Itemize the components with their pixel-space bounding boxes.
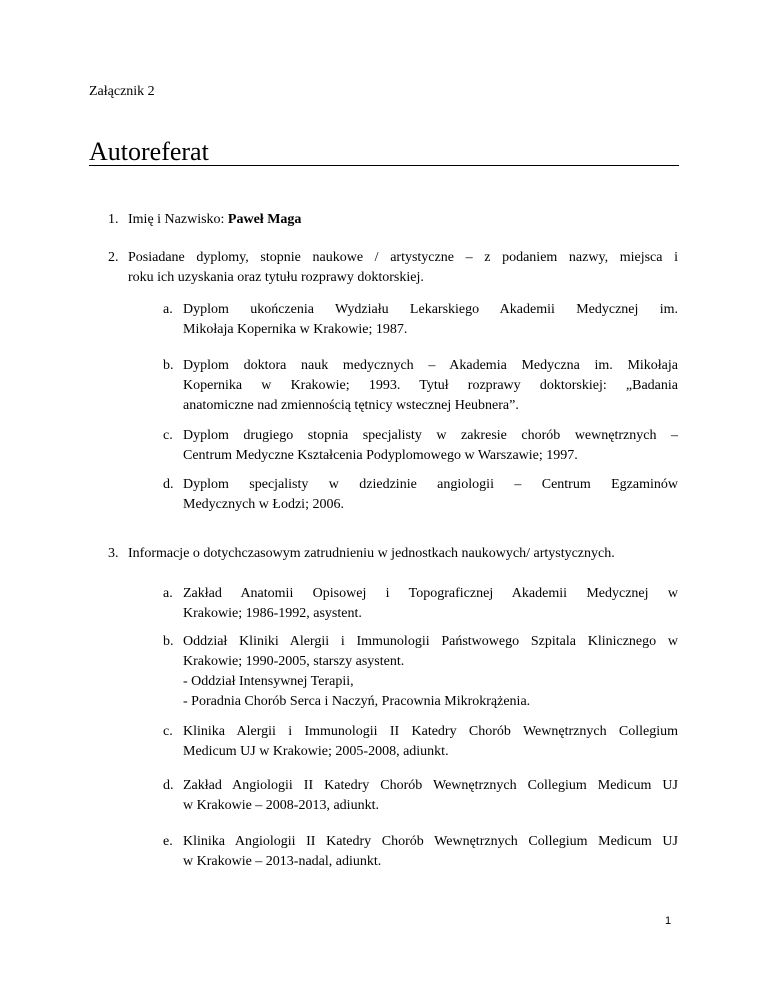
section-3 — [108, 544, 678, 564]
item-label: a. — [163, 302, 173, 317]
list-item-3d — [163, 776, 678, 816]
list-item-2c — [163, 426, 678, 466]
section-2 — [108, 248, 678, 288]
item-text-line: Medicum UJ w Krakowie; 2005-2008, adiunkt. — [183, 744, 449, 759]
section-number: 3. — [108, 546, 119, 561]
list-item-3c — [163, 722, 678, 762]
list-item-2b — [163, 356, 678, 416]
list-item-2a — [163, 300, 678, 340]
item-text-line: Medycznych w Łodzi; 2006. — [183, 497, 344, 512]
section-text-line: Posiadane dyplomy, stopnie naukowe / artystyczne – z podaniem nazwy, miejsca i — [128, 250, 678, 265]
item-text-line: Zakład Angiologii II Katedry Chorób Wewnętrznych Collegium Medicum UJ — [183, 778, 678, 793]
item-label: d. — [163, 778, 174, 793]
title-underline — [89, 165, 679, 166]
item-label: b. — [163, 358, 174, 373]
item-text-line: Dyplom specjalisty w dziedzinie angiologii – Centrum Egzaminów — [183, 477, 678, 492]
page-title: Autoreferat — [89, 137, 209, 166]
list-item-3b — [163, 632, 678, 712]
page-number: 1 — [665, 915, 672, 927]
item-text-line: anatomiczne nad zmiennością tętnicy wstecznej Heubnera”. — [183, 398, 519, 413]
item-text-line: Krakowie; 1986-1992, asystent. — [183, 606, 362, 621]
item-label: e. — [163, 834, 173, 849]
section-1 — [108, 210, 678, 230]
item-text-line: Mikołaja Kopernika w Krakowie; 1987. — [183, 322, 408, 337]
section-text-line: roku ich uzyskania oraz tytułu rozprawy doktorskiej. — [128, 270, 424, 285]
list-item-2d — [163, 475, 678, 515]
person-name: Paweł Maga — [227, 212, 302, 227]
item-text-line: Dyplom doktora nauk medycznych – Akademia Medyczna im. Mikołaja — [183, 358, 678, 373]
list-item-3e — [163, 832, 678, 872]
item-label: a. — [163, 586, 173, 601]
item-text-line: - Oddział Intensywnej Terapii, — [183, 674, 354, 689]
item-text-line: Klinika Alergii i Immunologii II Katedry Chorób Wewnętrznych Collegium — [183, 724, 678, 739]
item-text-line: w Krakowie – 2013-nadal, adiunkt. — [183, 854, 382, 869]
item-text-line: Dyplom ukończenia Wydziału Lekarskiego Akademii Medycznej im. — [183, 302, 678, 317]
section-number: 2. — [108, 250, 119, 265]
list-item-3a — [163, 584, 678, 624]
item-text-line: Klinika Angiologii II Katedry Chorób Wewnętrznych Collegium Medicum UJ — [183, 834, 678, 849]
item-text-line: Krakowie; 1990-2005, starszy asystent. — [183, 654, 405, 669]
section-number: 1. — [108, 212, 119, 227]
item-label: b. — [163, 634, 174, 649]
item-label: c. — [163, 724, 173, 739]
name-label: Imię i Nazwisko: — [128, 212, 228, 227]
item-text-line: Centrum Medyczne Kształcenia Podyplomowego w Warszawie; 1997. — [183, 448, 578, 463]
section-text-line: Informacje o dotychczasowym zatrudnieniu w jednostkach naukowych/ artystycznych. — [128, 546, 615, 561]
item-text-line: w Krakowie – 2008-2013, adiunkt. — [183, 798, 379, 813]
item-label: c. — [163, 428, 173, 443]
item-label: d. — [163, 477, 174, 492]
item-text-line: Kopernika w Krakowie; 1993. Tytuł rozprawy doktorskiej: „Badania — [183, 378, 678, 393]
annex-label: Załącznik 2 — [89, 84, 155, 99]
item-text-line: - Poradnia Chorób Serca i Naczyń, Pracownia Mikrokrążenia. — [183, 694, 531, 709]
item-text-line: Dyplom drugiego stopnia specjalisty w zakresie chorób wewnętrznych – — [183, 428, 678, 443]
item-text-line: Zakład Anatomii Opisowej i Topograficznej Akademii Medycznej w — [183, 586, 678, 601]
item-text-line: Oddział Kliniki Alergii i Immunologii Państwowego Szpitala Klinicznego w — [183, 634, 678, 649]
